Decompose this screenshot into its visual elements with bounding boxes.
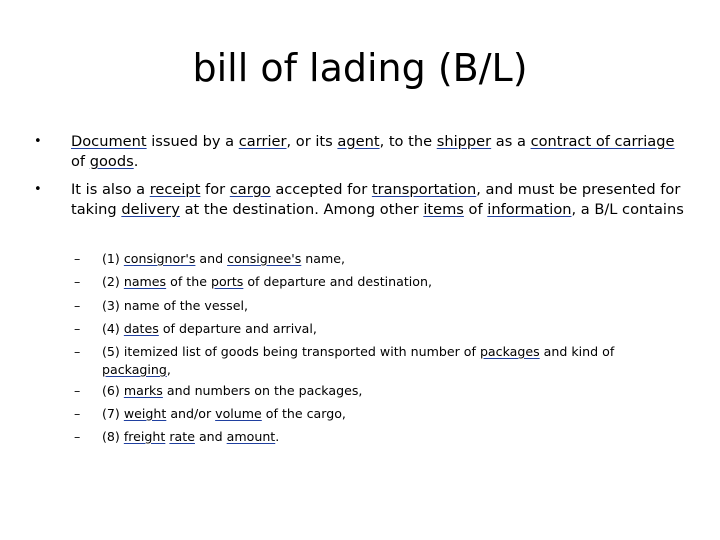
text-segment: , or its — [286, 133, 338, 150]
link-rate[interactable]: rate — [169, 429, 195, 444]
link-freight[interactable]: freight — [123, 429, 166, 444]
dash-marker: – — [74, 383, 81, 398]
subitem-1 — [102, 250, 662, 268]
link-consignee-s[interactable]: consignee's — [227, 251, 302, 266]
text-segment: (1) — [102, 251, 124, 266]
link-goods[interactable]: goods — [89, 153, 134, 170]
text-segment: (4) — [102, 321, 124, 336]
text-segment: . — [133, 153, 139, 170]
subitem-6 — [102, 382, 662, 400]
text-segment: of departure and arrival, — [158, 321, 317, 336]
text-segment: for — [200, 181, 230, 198]
text-segment: issued by a — [146, 133, 239, 150]
subitem-4 — [102, 320, 662, 338]
dash-marker: – — [74, 344, 81, 359]
text-segment: and — [194, 429, 227, 444]
subitem-5 — [102, 343, 632, 379]
link-transportation[interactable]: transportation — [371, 181, 477, 198]
text-segment: of departure and destination, — [243, 274, 432, 289]
text-segment: of — [463, 201, 488, 218]
subitem-3 — [102, 297, 662, 315]
dash-marker: – — [74, 251, 81, 266]
text-segment: accepted for — [270, 181, 372, 198]
link-carrier[interactable]: carrier — [238, 133, 287, 150]
link-consignor-s[interactable]: consignor's — [123, 251, 196, 266]
link-volume[interactable]: volume — [215, 406, 262, 421]
link-weight[interactable]: weight — [123, 406, 167, 421]
link-cargo[interactable]: cargo — [229, 181, 271, 198]
bullet-2 — [71, 180, 686, 220]
subitem-7 — [102, 405, 662, 423]
dash-marker: – — [74, 429, 81, 444]
dash-marker: – — [74, 321, 81, 336]
link-information[interactable]: information — [487, 201, 572, 218]
dash-marker: – — [74, 406, 81, 421]
text-segment: (5) itemized list of goods being transported with number of — [102, 344, 480, 359]
text-segment: , to the — [379, 133, 437, 150]
text-segment: . — [275, 429, 280, 444]
text-segment: (7) — [102, 406, 124, 421]
text-segment: , and must be presented for taking — [71, 181, 681, 218]
text-segment: of — [71, 153, 90, 170]
link-delivery[interactable]: delivery — [121, 201, 180, 218]
text-segment: (8) — [102, 429, 124, 444]
text-segment: at the destination. Among other — [179, 201, 424, 218]
text-segment: and/or — [166, 406, 216, 421]
link-ports[interactable]: ports — [210, 274, 244, 289]
text-segment: , a B/L contains — [571, 201, 684, 218]
link-items[interactable]: items — [423, 201, 464, 218]
text-segment: and numbers on the packages, — [162, 383, 363, 398]
link-agent[interactable]: agent — [337, 133, 380, 150]
dash-marker: – — [74, 298, 81, 313]
link-names[interactable]: names — [123, 274, 167, 289]
link-packages[interactable]: packages — [479, 344, 540, 359]
text-segment: and kind of — [539, 344, 615, 359]
text-segment: name, — [301, 251, 346, 266]
text-segment: (3) name of the vessel, — [102, 298, 248, 313]
subitem-2 — [102, 273, 662, 291]
link-marks[interactable]: marks — [123, 383, 163, 398]
text-segment: (2) — [102, 274, 124, 289]
subitem-8 — [102, 428, 662, 446]
link-contract-of-carriage[interactable]: contract of carriage — [530, 133, 675, 150]
bullet-marker: • — [34, 134, 42, 149]
link-receipt[interactable]: receipt — [149, 181, 201, 198]
text-segment: (6) — [102, 383, 124, 398]
text-segment: of the cargo, — [261, 406, 346, 421]
link-packaging[interactable]: packaging — [102, 362, 167, 377]
text-segment: of the — [166, 274, 211, 289]
dash-marker: – — [74, 274, 81, 289]
link-amount[interactable]: amount — [226, 429, 276, 444]
link-shipper[interactable]: shipper — [436, 133, 492, 150]
bullet-1 — [71, 132, 686, 172]
slide-title: bill of lading (B/L) — [192, 46, 528, 90]
link-document[interactable]: Document — [71, 133, 147, 150]
text-segment: and — [195, 251, 228, 266]
text-segment: It is also a — [71, 181, 150, 198]
link-dates[interactable]: dates — [123, 321, 159, 336]
text-segment: as a — [491, 133, 531, 150]
text-segment: , — [166, 362, 171, 377]
bullet-marker: • — [34, 182, 42, 197]
